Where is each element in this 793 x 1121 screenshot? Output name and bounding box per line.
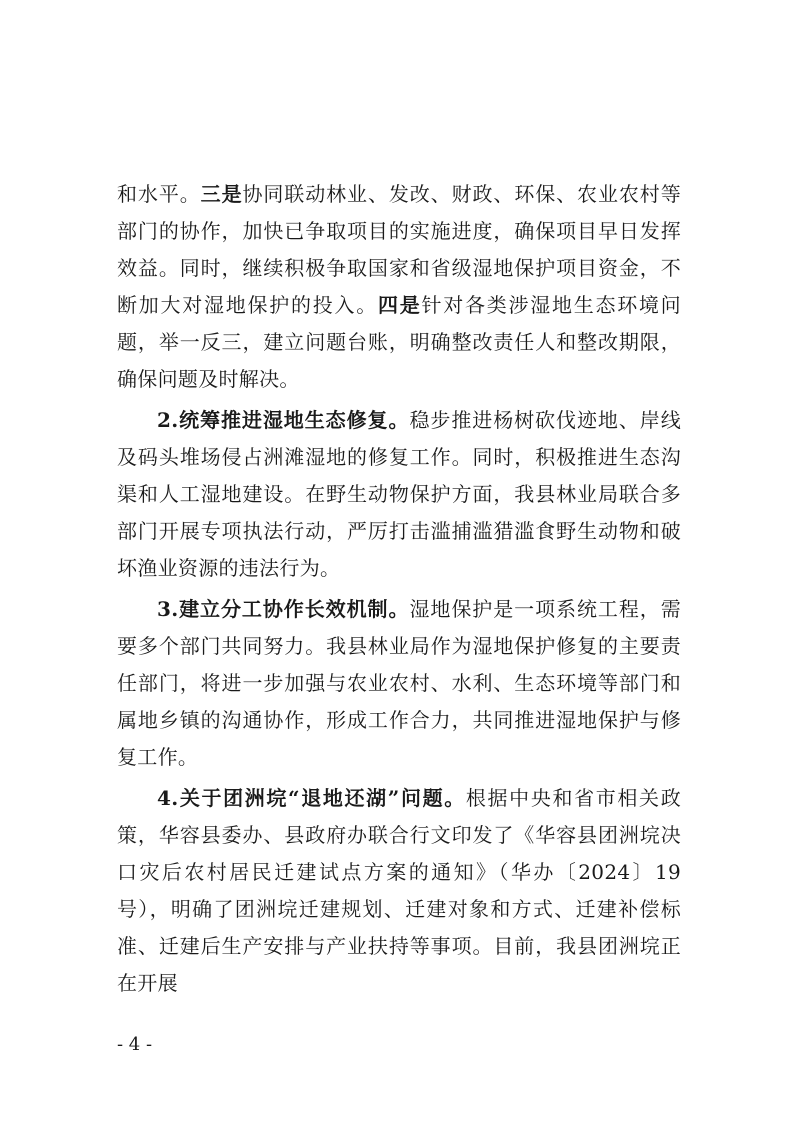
paragraph-3: [117, 591, 681, 776]
section-heading: 3.建立分工协作长效机制。: [157, 597, 410, 621]
section-heading: 2.统筹推进湿地生态修复。: [157, 408, 410, 432]
text-segment: 协同联动林业、发改、财政、环保、农业农村等部门的协作，加快已争取项目的实施进度，确保项目早日发挥效益。同时，继续积极争取国家和省级湿地保护项目资金，不断加大对湿地保护的投入。: [117, 182, 681, 317]
paragraph-2: [117, 402, 681, 587]
text-segment: 稳步推进杨树砍伐迹地、岸线及码头堆场侵占洲滩湿地的修复工作。同时，积极推进生态沟渠和人工湿地建设。在野生动物保护方面，我县林业局联合多部门开展专项执法行动，严厉打击滥捕滥猎滥食野生动物和破坏渔业资源的违法行为。: [117, 408, 681, 580]
text-segment: 根据中央和省市相关政策，华容县委办、县政府办联合行文印发了《华容县团洲垸决口灾后农村居民迁建试点方案的通知》（华办〔2024〕19号），明确了团洲垸迁建规划、迁建对象和方式、迁建补偿标准、迁建后生产安排与产业扶持等事项。目前，我县团洲垸正在开展: [117, 786, 682, 995]
document-body: [117, 176, 681, 1002]
paragraph-4: [117, 780, 681, 1002]
text-segment: 针对各类涉湿地生态环境问题，举一反三，建立问题台账，明确整改责任人和整改期限，确保问题及时解决。: [117, 293, 681, 391]
emphasis-segment: 四是: [377, 293, 422, 317]
emphasis-segment: 三是: [200, 182, 243, 206]
section-heading: 4.关于团洲垸“退地还湖”问题。: [157, 786, 466, 810]
page-number: - 4 -: [117, 1034, 153, 1055]
paragraph-1: [117, 176, 681, 398]
text-segment: 和水平。: [117, 182, 201, 206]
text-segment: 湿地保护是一项系统工程，需要多个部门共同努力。我县林业局作为湿地保护修复的主要责任部门，将进一步加强与农业农村、水利、生态环境等部门和属地乡镇的沟通协作，形成工作合力，共同推进湿地保护与修复工作。: [117, 597, 681, 769]
